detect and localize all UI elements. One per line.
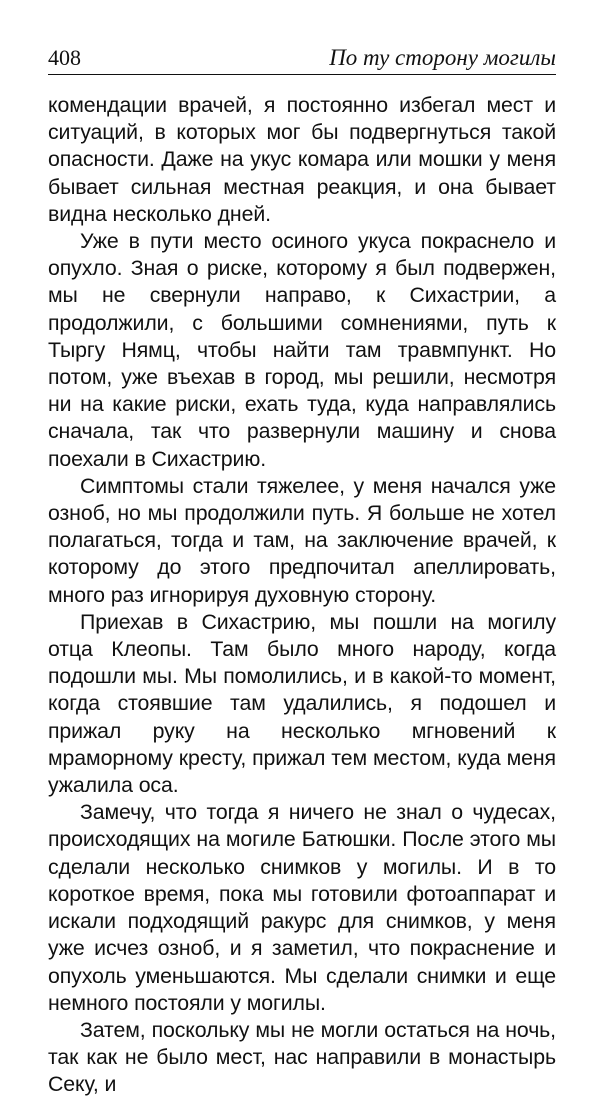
paragraph-4: Приехав в Сихастрию, мы пошли на могилу отца Клеопы. Там было много народу, когда подошли мы. Мы помолились, и в какой-то момент, когда стоявшие там удалились, я подошел и прижал руку на несколько мгновений к мраморному кресту, прижал тем местом, куда меня ужалила оса. [48,609,556,798]
running-title: По ту сторону могилы [329,45,556,70]
page-number: 408 [48,45,81,70]
paragraph-5: Замечу, что тогда я ничего не знал о чудесах, происходящих на могиле Батюшки. После этого мы сделали несколько снимков у могилы. И в то короткое время, пока мы готовили фотоаппарат и искали подходящий ракурс для снимков, у меня уже исчез озноб, и я заметил, что покраснение и опухоль уменьшаются. Мы сделали снимки и еще немного постояли у могилы. [48,800,556,1015]
paragraph-6: Затем, поскольку мы не могли остаться на ночь, так как не было мест, нас направили в монастырь Секу, и [48,1017,556,1097]
paragraph-3: Симптомы стали тяжелее, у меня начался уже озноб, но мы продолжили путь. Я больше не хотел полагаться, тогда и там, на заключение врачей, к которому до этого предпочитал апеллировать, много раз игнорируя духовную сторону. [48,473,556,607]
page-header [48,44,556,75]
paragraph-2: Уже в пути место осиного укуса покраснело и опухло. Зная о риске, которому я был подвержен, мы не свернули направо, к Сихастрии, а продолжили, с большими сомнениями, путь к Тыргу Нямц, чтобы найти там травмпункт. Но потом, уже въехав в город, мы решили, несмотря ни на какие риски, ехать туда, куда направлялись сначала, так что развернули машину и снова поехали в Сихастрию. [48,229,556,471]
paragraph-1: комендации врачей, я постоянно избегал мест и ситуаций, в которых мог бы подвергнуться такой опасности. Даже на укус комара или мошки у меня бывает сильная местная реакция, и она бывает видна несколько дней. [48,93,556,226]
body-text [48,92,556,1099]
